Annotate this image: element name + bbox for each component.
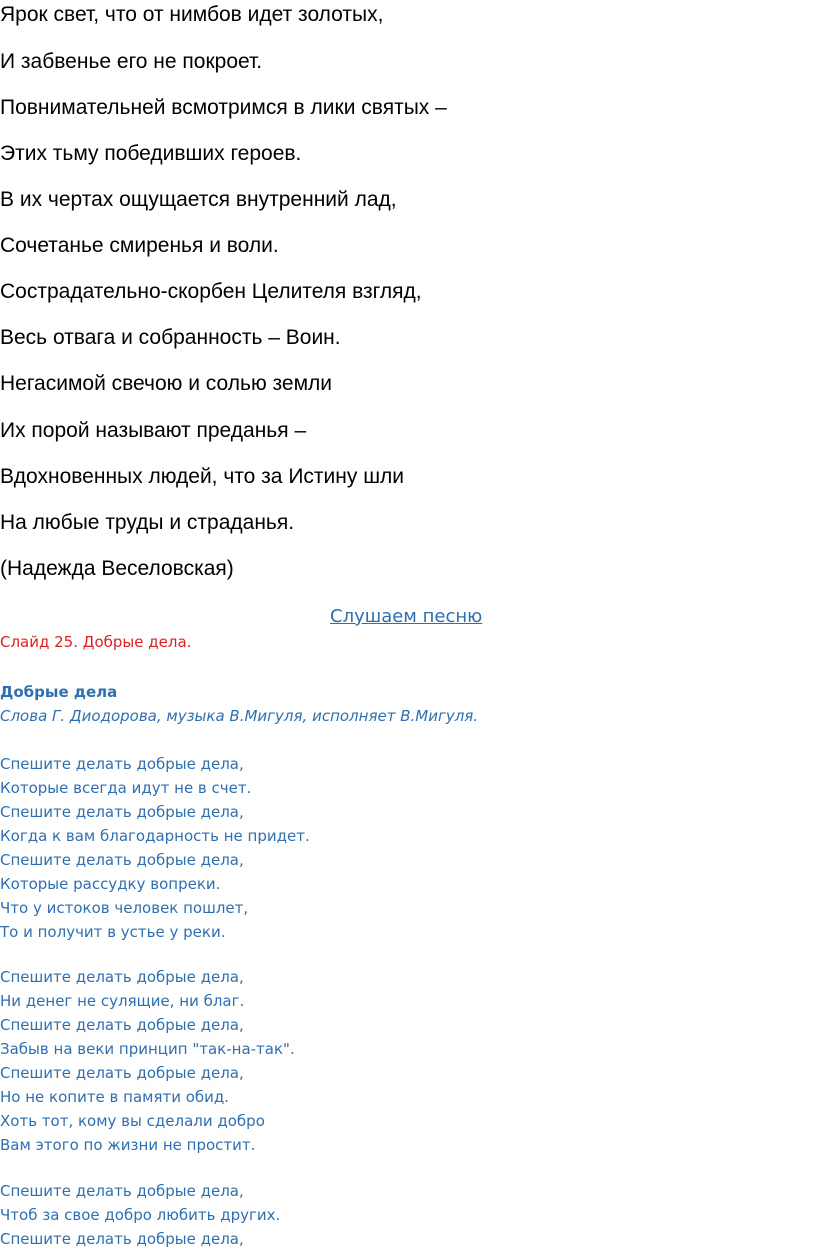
lyric-line: Забыв на веки принцип "так-на-так".: [0, 1040, 295, 1058]
poem-line: Ярок свет, что от нимбов идет золотых,: [0, 3, 384, 26]
lyric-line: Когда к вам благодарность не придет.: [0, 827, 310, 845]
lyric-line: Хоть тот, кому вы сделали добро: [0, 1112, 265, 1130]
lyric-line: Которые всегда идут не в счет.: [0, 779, 252, 797]
lyric-line: Которые рассудку вопреки.: [0, 875, 221, 893]
lyric-line: Что у истоков человек пошлет,: [0, 899, 249, 917]
song-credits: Слова Г. Диодорова, музыка В.Мигуля, исполняет В.Мигуля.: [0, 707, 479, 725]
poem-line: Весь отвага и собранность – Воин.: [0, 326, 341, 349]
poem-line: Повнимательней всмотримся в лики святых –: [0, 96, 447, 119]
poem-line: Вдохновенных людей, что за Истину шли: [0, 465, 405, 488]
slide-label: Слайд 25. Добрые дела.: [0, 633, 192, 651]
poem-author: (Надежда Веселовская): [0, 557, 234, 580]
poem-line: И забвенье его не покроет.: [0, 50, 263, 73]
lyric-line: Спешите делать добрые дела,: [0, 1182, 244, 1200]
poem-line: На любые труды и страданья.: [0, 511, 295, 534]
lyric-line: Спешите делать добрые дела,: [0, 1016, 244, 1034]
poem-line: Сострадательно-скорбен Целителя взгляд,: [0, 280, 422, 303]
lyric-line: Вам этого по жизни не простит.: [0, 1136, 256, 1154]
lyric-line: То и получит в устье у реки.: [0, 923, 226, 941]
lyric-line: Чтоб за свое добро любить других.: [0, 1206, 281, 1224]
lyric-line: Но не копите в памяти обид.: [0, 1088, 230, 1106]
listen-song-link[interactable]: Слушаем песню: [330, 606, 483, 627]
lyric-line: Спешите делать добрые дела,: [0, 968, 244, 986]
poem-line: Сочетанье смиренья и воли.: [0, 234, 279, 257]
song-title: Добрые дела: [0, 683, 118, 701]
lyric-line: Ни денег не сулящие, ни благ.: [0, 992, 245, 1010]
poem-line: Этих тьму победивших героев.: [0, 142, 302, 165]
poem-line: Их порой называют преданья –: [0, 419, 307, 442]
lyric-line: Спешите делать добрые дела,: [0, 803, 244, 821]
lyric-line: Спешите делать добрые дела,: [0, 1230, 244, 1248]
lyric-line: Спешите делать добрые дела,: [0, 1064, 244, 1082]
poem-line: Негасимой свечою и солью земли: [0, 372, 333, 395]
lyric-line: Спешите делать добрые дела,: [0, 851, 244, 869]
lyric-line: Спешите делать добрые дела,: [0, 755, 244, 773]
poem-line: В их чертах ощущается внутренний лад,: [0, 188, 397, 211]
